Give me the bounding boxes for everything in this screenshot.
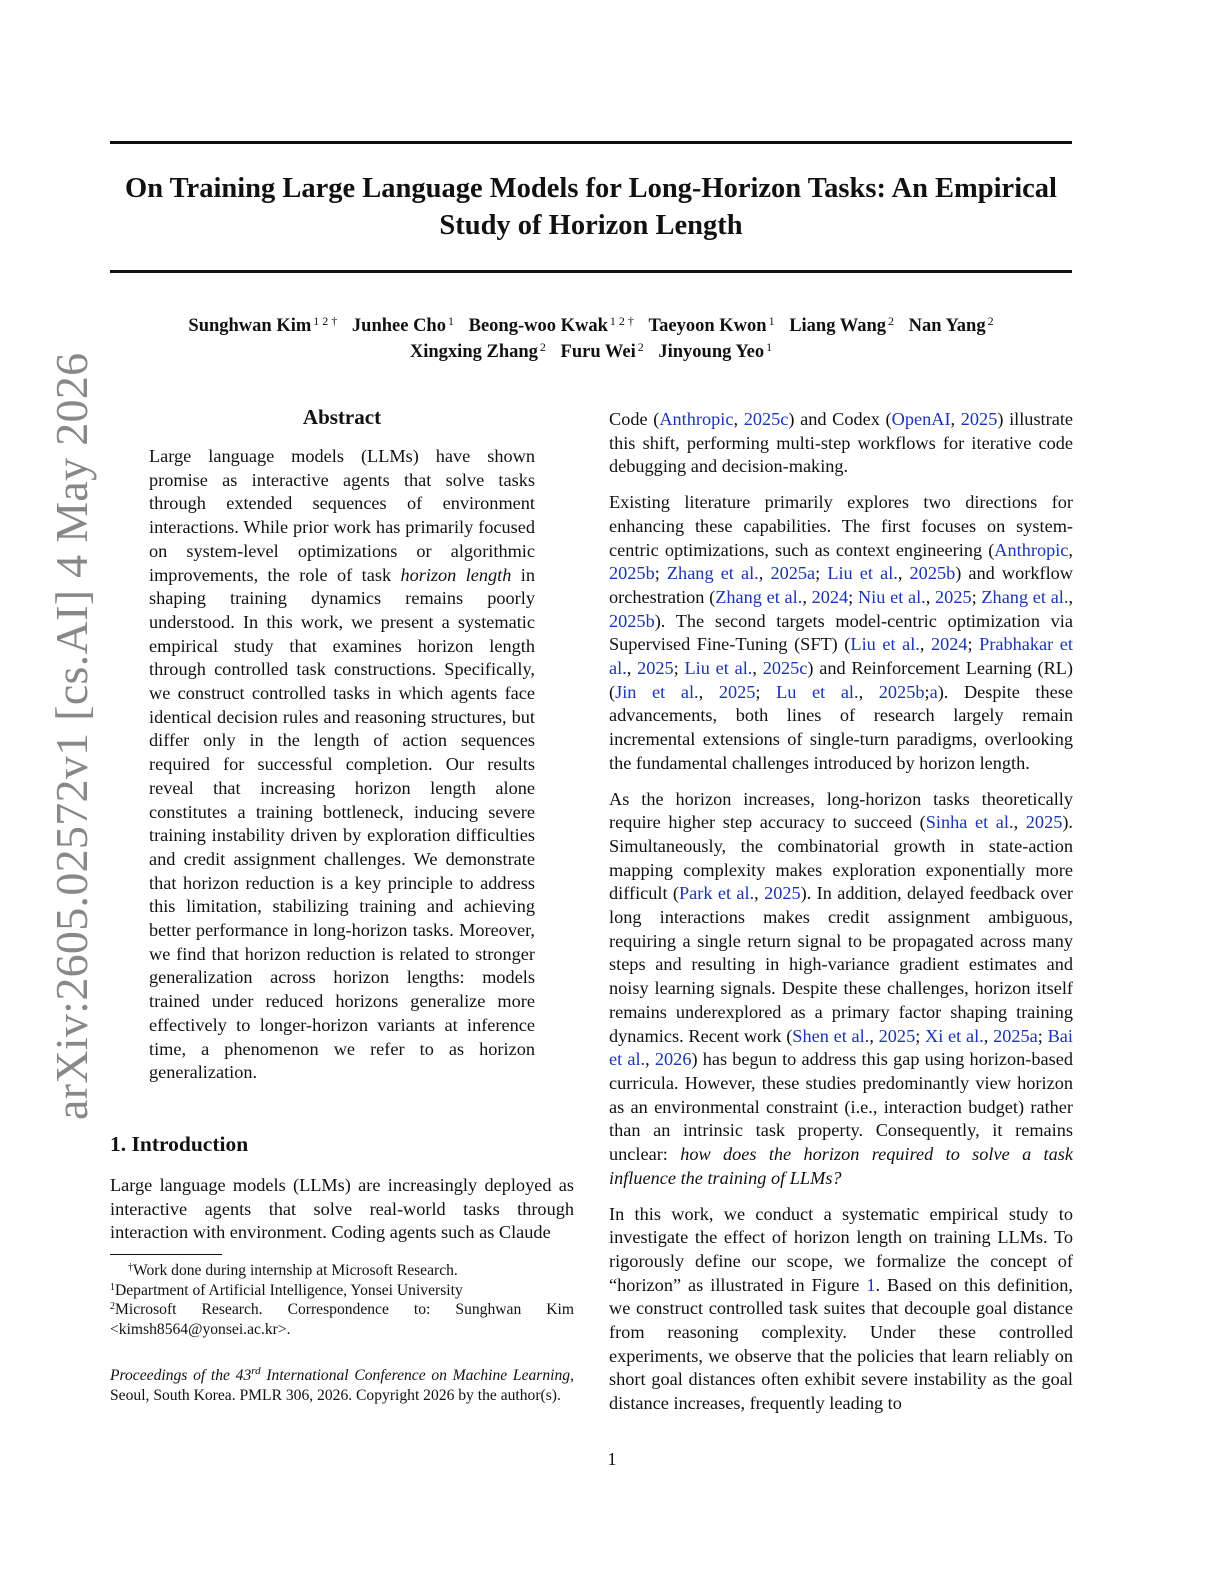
author-affiliation: 2 bbox=[539, 340, 546, 354]
proceedings-rest: , Seoul, South Korea. PMLR 306, 2026. Copyright 2026 by the author(s). bbox=[110, 1367, 574, 1404]
citation-link[interactable]: 2025 bbox=[718, 681, 756, 702]
abstract-text bbox=[149, 445, 535, 1085]
intro-paragraph: Large language models (LLMs) are increasingly deployed as interactive agents that solve real-world tasks through interaction with environment. Coding agents such as Claude bbox=[110, 1175, 574, 1243]
body-text: ; bbox=[971, 586, 982, 607]
body-text: Code ( bbox=[609, 409, 660, 429]
citation-link[interactable]: 2025 bbox=[764, 883, 801, 904]
footnotes bbox=[110, 1261, 574, 1339]
citation-link[interactable]: Xi et al. bbox=[925, 1025, 984, 1046]
author bbox=[469, 316, 634, 336]
author-affiliation: 2 bbox=[888, 314, 895, 328]
right-column bbox=[609, 408, 1073, 1428]
body-text: , bbox=[858, 681, 879, 702]
body-text: , bbox=[626, 658, 638, 679]
author-name: Junhee Cho bbox=[351, 316, 446, 336]
author-affiliation: 1 bbox=[768, 314, 775, 328]
body-text: In this work, we conduct a systematic empirical study to investigate the effect of horizon length on training LLMs. To rigorously define our scope, we formalize the concept of “horizon” as illustrated in Figure bbox=[609, 1203, 1073, 1295]
citation-link[interactable]: 2025 bbox=[935, 586, 972, 607]
author-name: Furu Wei bbox=[560, 342, 636, 362]
body-text: ; bbox=[815, 563, 828, 584]
citation-link[interactable]: Sinha et al. bbox=[925, 812, 1014, 833]
author-name: Jinyoung Yeo bbox=[658, 342, 765, 362]
section-heading-introduction: 1. Introduction bbox=[110, 1132, 249, 1156]
body-text: , bbox=[754, 883, 765, 904]
citation-link[interactable]: Zhang et al. bbox=[666, 563, 759, 584]
body-text: Existing literature primarily explores two directions for enhancing these capabilities. The first focuses on system-centric optimizations, such as context engineering ( bbox=[609, 492, 1073, 560]
citation-link[interactable]: 2025c bbox=[743, 409, 789, 429]
proceedings-italic: International Conference on Machine Learning bbox=[260, 1367, 571, 1385]
citation-link[interactable]: 1 bbox=[866, 1274, 876, 1295]
body-text: ; bbox=[755, 681, 777, 702]
right-paragraph-2 bbox=[609, 491, 1073, 775]
citation-link[interactable]: 2024 bbox=[930, 634, 968, 655]
citation-link[interactable]: 2025b bbox=[609, 563, 655, 584]
author-name: Liang Wang bbox=[789, 316, 887, 336]
footnote-text: Work done during internship at Microsoft Research. bbox=[133, 1262, 458, 1279]
citation-link[interactable]: Shen et al. bbox=[792, 1025, 870, 1046]
author bbox=[410, 342, 546, 362]
footnote-mark: † bbox=[128, 1262, 133, 1273]
body-text: , bbox=[1068, 539, 1073, 560]
research-question: how does the horizon required to solve a task influence the training of LLMs? bbox=[609, 1144, 1073, 1188]
citation-link[interactable]: a bbox=[929, 681, 938, 702]
body-text: ; bbox=[924, 681, 930, 702]
body-text: , bbox=[1068, 586, 1074, 607]
citation-link[interactable]: Anthropic bbox=[994, 539, 1069, 560]
body-text: ) and workflow orchestration ( bbox=[609, 563, 1073, 607]
body-text: ). In addition, delayed feedback over long interactions makes credit assignment ambiguous, requiring a single return signal to be propagated across many steps and resulting in high-variance gradient estimates and noisy learning signals. Despite these challenges, horizon itself remains underexplored as a primary factor shaping training dynamics. Recent work ( bbox=[609, 883, 1074, 1046]
body-text: ) and Reinforcement Learning (RL) ( bbox=[609, 658, 1074, 702]
body-text: ). The second targets model-centric optimization via Supervised Fine-Tuning (SFT) ( bbox=[609, 610, 1073, 655]
footnote-affiliation-1 bbox=[110, 1281, 574, 1301]
paper-title: On Training Large Language Models for Long-Horizon Tasks: An Empirical Study of Horizon Length bbox=[125, 173, 1057, 241]
body-text: ; bbox=[915, 1025, 926, 1046]
body-text: , bbox=[950, 409, 961, 429]
citation-link[interactable]: 2025 bbox=[878, 1025, 916, 1046]
footnote-text: Microsoft Research. Correspondence to: Sunghwan Kim <kimsh8564@yonsei.ac.kr>. bbox=[110, 1301, 574, 1338]
citation-link[interactable]: Zhang et al. bbox=[981, 586, 1069, 607]
citation-link[interactable]: Liu et al. bbox=[850, 634, 920, 655]
body-text: ; bbox=[967, 634, 980, 655]
body-text: ; bbox=[848, 586, 858, 607]
body-text: , bbox=[758, 563, 771, 584]
citation-link[interactable]: OpenAI bbox=[891, 409, 951, 429]
author bbox=[188, 316, 337, 336]
proceedings-ordinal: 43 bbox=[235, 1367, 252, 1385]
abstract-text-part: Large language models (LLMs) have shown promise as interactive agents that solve tasks through extended sequences of environment interactions. While prior work has primarily focused on system-level optimizations or algorithmic improvements, the role of task bbox=[149, 446, 535, 585]
citation-link[interactable]: 2025c bbox=[762, 658, 808, 679]
author-name: Beong-woo Kwak bbox=[468, 316, 608, 336]
abstract-text-part: in shaping training dynamics remains poorly understood. In this work, we present a systematic empirical study that examines horizon length through controlled task constructions. Specifically, we construct controlled tasks in which agents face identical decision rules and reasoning structures, but differ only in the length of action sequences required for successful completion. Our results reveal that increasing horizon length alone constitutes a training bottleneck, inducing severe training instability driven by exploration difficulties and credit assignment challenges. We demonstrate that horizon reduction is a key principle to address this limitation, stabilizing training and achieving better performance in long-horizon tasks. Moreover, we find that horizon reduction is related to stronger generalization across horizon lengths: models trained under reduced horizons generalize more effectively to longer-horizon variants at inference time, a phenomenon we refer to as horizon generalization. bbox=[149, 564, 535, 1083]
author bbox=[789, 316, 894, 336]
right-paragraph-1 bbox=[609, 408, 1073, 479]
body-text: , bbox=[983, 1025, 994, 1046]
citation-link[interactable]: Bai et al. bbox=[609, 1025, 1073, 1070]
body-text: , bbox=[733, 409, 744, 429]
title-bottom-rule bbox=[110, 270, 1072, 273]
author-name: Taeyoon Kwon bbox=[648, 316, 767, 336]
author-affiliation: 2 bbox=[637, 340, 644, 354]
body-text: ; bbox=[654, 563, 667, 584]
footnote-text: Department of Artificial Intelligence, Yonsei University bbox=[115, 1281, 463, 1299]
abstract-heading: Abstract bbox=[302, 405, 382, 429]
citation-link[interactable]: Prabhakar et al. bbox=[609, 634, 1074, 679]
citation-link[interactable]: Anthropic bbox=[659, 409, 734, 429]
body-text: , bbox=[752, 658, 763, 679]
body-text: , bbox=[919, 634, 931, 655]
footnote-mark: 1 bbox=[110, 1281, 115, 1293]
body-text: . Based on this definition, we construct controlled task suites that decouple goal distance from reasoning complexity. Under these controlled experiments, we observe that the policies that learn reliably on short goal distances often exhibit severe instability as the goal distance increases, frequently leading to bbox=[609, 1274, 1074, 1414]
proceedings-italic: Proceedings of the bbox=[110, 1367, 236, 1385]
body-text: , bbox=[802, 586, 812, 607]
author-name: Xingxing Zhang bbox=[409, 342, 538, 362]
citation-link[interactable]: 2025 bbox=[637, 658, 674, 679]
body-text: ). Simultaneously, the combinatorial growth in state-action mapping complexity makes exploration exponentially more difficult ( bbox=[609, 812, 1074, 904]
author bbox=[561, 342, 644, 362]
citation-link[interactable]: Niu et al. bbox=[857, 586, 926, 607]
citation-link[interactable]: Zhang et al. bbox=[715, 586, 803, 607]
body-text: As the horizon increases, long-horizon tasks theoretically require higher step accuracy to succeed ( bbox=[609, 788, 1073, 833]
author-affiliation: 1 bbox=[447, 314, 454, 328]
body-text: , bbox=[869, 1025, 879, 1046]
author bbox=[352, 316, 454, 336]
title-top-rule bbox=[110, 141, 1072, 144]
right-paragraph-3 bbox=[609, 788, 1073, 1191]
author-affiliation: 1 2 † bbox=[609, 314, 634, 328]
footnote-affiliation-2 bbox=[110, 1300, 574, 1339]
citation-link[interactable]: Park et al. bbox=[679, 883, 755, 904]
citation-link[interactable]: Jin et al. bbox=[615, 681, 699, 702]
citation-link[interactable]: 2025b bbox=[909, 563, 956, 584]
author-name: Sunghwan Kim bbox=[188, 316, 312, 336]
body-text: ) illustrate this shift, performing multi-step workflows for iterative code debugging and decision-making. bbox=[609, 409, 1074, 477]
body-text: ) and Codex ( bbox=[788, 409, 892, 429]
citation-link[interactable]: 2025a bbox=[770, 563, 816, 584]
citation-link[interactable]: Liu et al. bbox=[827, 563, 898, 584]
proceedings-ordinal-suffix: rd bbox=[251, 1365, 261, 1377]
right-paragraph-4 bbox=[609, 1203, 1073, 1416]
footnote-internship bbox=[110, 1261, 574, 1281]
author-name: Nan Yang bbox=[908, 316, 986, 336]
author bbox=[658, 342, 772, 362]
author-list bbox=[110, 313, 1072, 365]
body-text: , bbox=[897, 563, 910, 584]
body-text: ) has begun to address this gap using horizon-based curricula. However, these studies predominantly view horizon as an environmental constraint (i.e., interaction budget) rather than an intrinsic task property. Consequently, it remains unclear: bbox=[609, 1049, 1073, 1165]
footnote-mark: 2 bbox=[110, 1301, 115, 1312]
proceedings-note bbox=[110, 1360, 574, 1405]
abstract-emphasis: horizon length bbox=[400, 564, 512, 585]
author-affiliation: 1 2 † bbox=[313, 314, 338, 328]
citation-link[interactable]: 2025b bbox=[878, 681, 925, 702]
body-text: , bbox=[925, 586, 936, 607]
body-text: ; bbox=[673, 658, 685, 679]
citation-link[interactable]: 2025a bbox=[993, 1025, 1038, 1046]
citation-link[interactable]: 2025 bbox=[960, 409, 998, 429]
author-affiliation: 1 bbox=[766, 340, 773, 354]
citation-link[interactable]: 2024 bbox=[811, 586, 849, 607]
citation-link[interactable]: 2026 bbox=[654, 1049, 692, 1070]
author-affiliation: 2 bbox=[987, 314, 994, 328]
body-text: , bbox=[1013, 812, 1026, 833]
body-text: ; bbox=[1037, 1025, 1048, 1046]
footnote-rule bbox=[110, 1254, 222, 1255]
author bbox=[649, 316, 775, 336]
body-text: ). Despite these advancements, both lines of research largely remain incremental extensions of single-turn paradigms, overlooking the fundamental challenges introduced by horizon length. bbox=[609, 681, 1073, 773]
author bbox=[909, 316, 994, 336]
citation-link[interactable]: Liu et al. bbox=[684, 658, 753, 679]
body-text: , bbox=[698, 681, 719, 702]
citation-link[interactable]: Lu et al. bbox=[776, 681, 859, 702]
page-number: 1 bbox=[607, 1449, 617, 1469]
citation-link[interactable]: 2025 bbox=[1025, 812, 1063, 833]
citation-link[interactable]: 2025b bbox=[609, 610, 655, 631]
arxiv-stamp: arXiv:2605.02572v1 [cs.AI] 4 May 2026 bbox=[46, 352, 97, 1120]
body-text: , bbox=[645, 1049, 655, 1070]
